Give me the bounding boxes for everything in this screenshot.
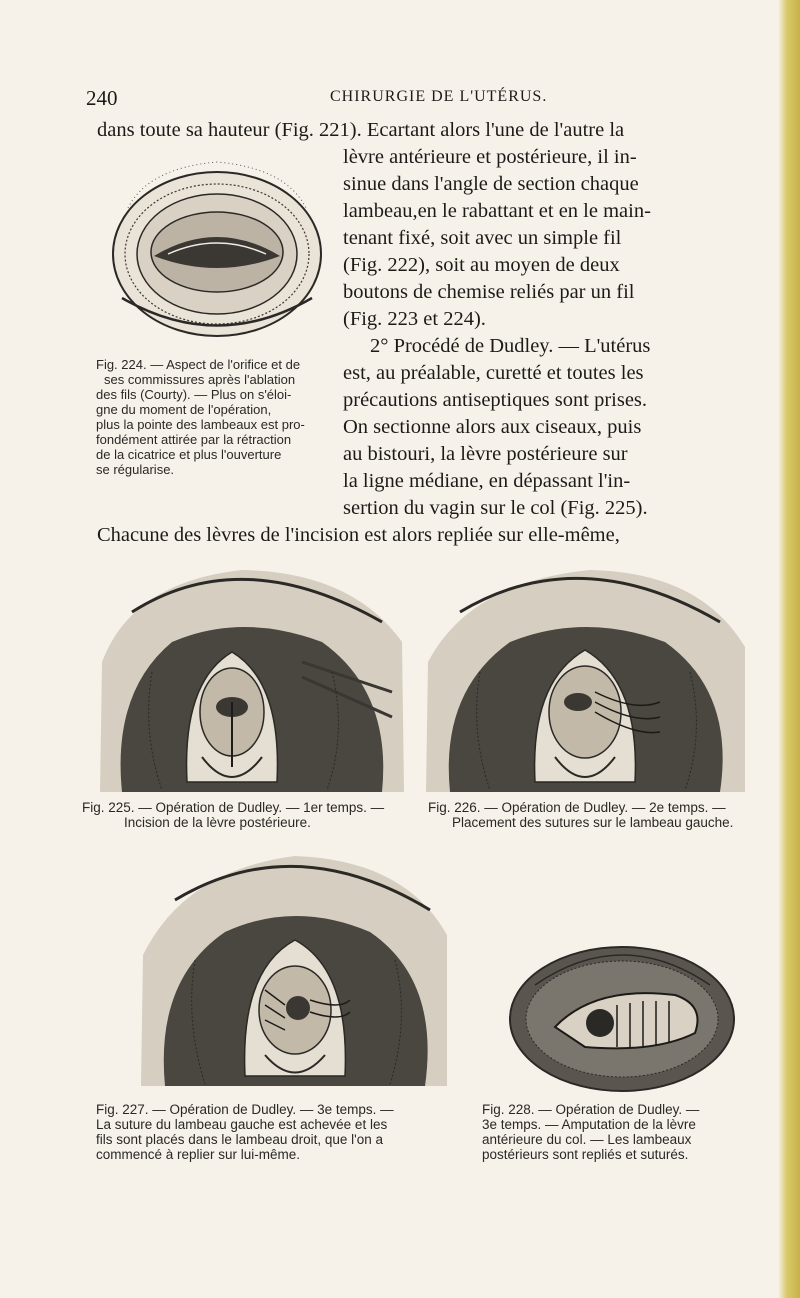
caption-line: Fig. 227. — Opération de Dudley. — 3e temps. —	[96, 1102, 394, 1117]
body-line: Chacune des lèvres de l'incision est alors repliée sur elle-même,	[97, 524, 620, 546]
page-header	[0, 86, 800, 110]
fig-225-illustration	[92, 552, 412, 794]
body-line: précautions antiseptiques sont prises.	[343, 389, 648, 411]
body-line: est, au préalable, curetté et toutes les	[343, 362, 644, 384]
caption-line: se régularise.	[96, 462, 175, 477]
body-line: 2° Procédé de Dudley. — L'utérus	[370, 335, 651, 357]
caption-line: Fig. 225. — Opération de Dudley. — 1er temps. —	[82, 800, 385, 815]
fig-226-caption	[428, 800, 733, 830]
caption-line: 3e temps. — Amputation de la lèvre	[482, 1117, 696, 1132]
caption-line: Fig. 226. — Opération de Dudley. — 2e temps. —	[428, 800, 726, 815]
running-title: CHIRURGIE DE L'UTÉRUS.	[330, 88, 548, 105]
fig-226-illustration	[420, 552, 750, 794]
body-line: (Fig. 222), soit au moyen de deux	[343, 254, 620, 276]
caption-line: commencé à replier sur lui-même.	[96, 1147, 301, 1162]
caption-line: Fig. 228. — Opération de Dudley. —	[482, 1102, 700, 1117]
body-line: sertion du vagin sur le col (Fig. 225).	[343, 497, 648, 519]
fig-227-illustration	[135, 840, 455, 1088]
body-line: lambeau,en le rabattant et en le main-	[343, 200, 651, 222]
caption-line: La suture du lambeau gauche est achevée et les	[96, 1117, 388, 1132]
body-line: On sectionne alors aux ciseaux, puis	[343, 416, 642, 438]
fig-228-caption	[482, 1102, 699, 1162]
caption-line: plus la pointe des lambeaux est pro-	[96, 417, 305, 432]
fig-227-caption	[96, 1102, 394, 1162]
body-line: au bistouri, la lèvre postérieure sur	[343, 443, 628, 465]
caption-line: Placement des sutures sur le lambeau gauche.	[452, 815, 734, 830]
caption-line: antérieure du col. — Les lambeaux	[482, 1132, 692, 1147]
fig-225-caption	[82, 800, 384, 830]
body-line: lèvre antérieure et postérieure, il in-	[343, 146, 637, 168]
caption-line: gne du moment de l'opération,	[96, 402, 272, 417]
caption-line: fondément attirée par la rétraction	[96, 432, 292, 447]
caption-line: fils sont placés dans le lambeau droit, que l'on a	[96, 1132, 384, 1147]
fig-224-caption	[96, 357, 305, 477]
fig-224-illustration	[108, 148, 326, 346]
body-line: (Fig. 223 et 224).	[343, 308, 486, 330]
page-edge	[778, 0, 800, 1298]
caption-line: postérieurs sont repliés et suturés.	[482, 1147, 689, 1162]
caption-line: Fig. 224. — Aspect de l'orifice et de	[96, 357, 301, 372]
fig-228-illustration	[505, 935, 740, 1095]
caption-line: de la cicatrice et plus l'ouverture	[96, 447, 282, 462]
body-line: la ligne médiane, en dépassant l'in-	[343, 470, 631, 492]
body-line: dans toute sa hauteur (Fig. 221). Ecartant alors l'une de l'autre la	[97, 119, 625, 141]
caption-line: ses commissures après l'ablation	[104, 372, 296, 387]
body-line: tenant fixé, soit avec un simple fil	[343, 227, 622, 249]
body-line: sinue dans l'angle de section chaque	[343, 173, 639, 195]
caption-line: Incision de la lèvre postérieure.	[124, 815, 311, 830]
body-line: boutons de chemise reliés par un fil	[343, 281, 635, 303]
page-number: 240	[86, 86, 118, 110]
caption-line: des fils (Courty). — Plus on s'éloi-	[96, 387, 292, 402]
